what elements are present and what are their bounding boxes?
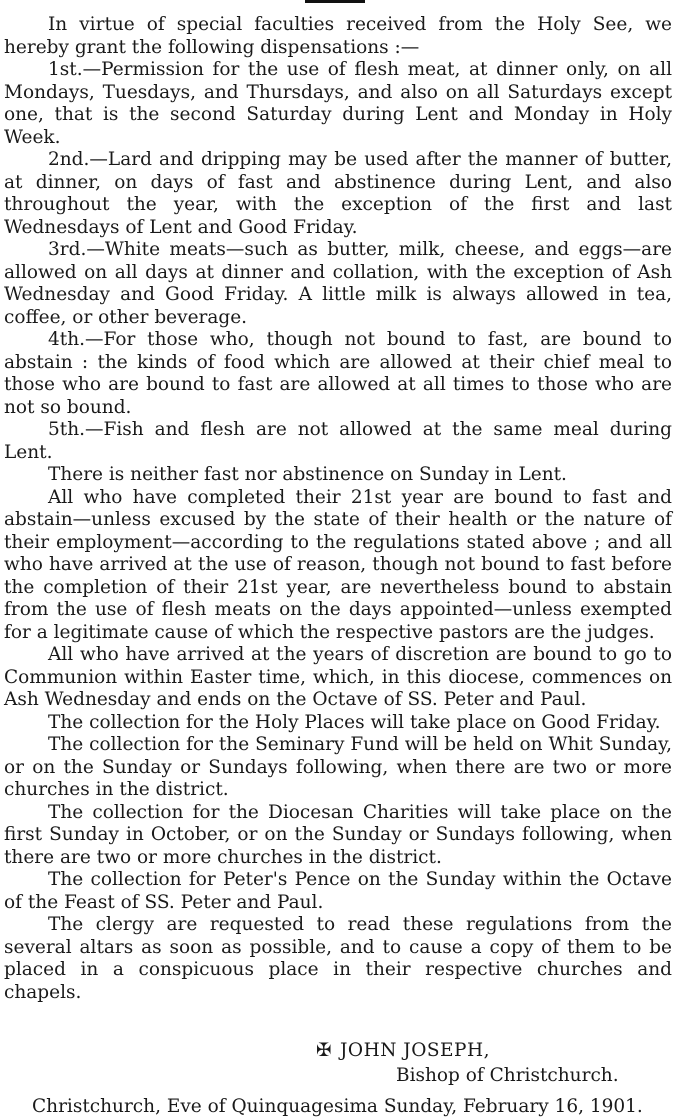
paragraph-easter-communion: All who have arrived at the years of discretion are bound to go to Communion within Easter time, which, in this diocese, commences on Ash Wednesday and ends on the Octave of SS. Peter and Paul. (4, 644, 672, 710)
paragraph-diocesan-charities: The collection for the Diocesan Charities will take place on the first Sunday in October, or on the Sunday or Sundays following, when there are two or more churches in the district. (4, 801, 672, 868)
paragraph-dispensation-2: 2nd.—Lard and dripping may be used after the manner of butter, at dinner, on days of fast and abstinence during Lent, and also throughout the year, with the exception of the first and last Wednesdays of Lent and Good Friday. (4, 149, 672, 238)
paragraph-sunday: There is neither fast nor abstinence on Sunday in Lent. (48, 464, 567, 485)
paragraph-dispensation-5: 5th.—Fish and flesh are not allowed at the same meal during Lent. (4, 419, 672, 463)
paragraph-obligation: All who have completed their 21st year are bound to fast and abstain—unless excused by the state of their health or the nature of their employment—according to the regulations stated above ; and all who have arrived at the use of reason, though not bound to fast before the completion of their 21st year, are nevertheless bound to abstain from the use of flesh meats on the days appointed—unless exempted for a legitimate cause of which the respective pastors are the judges. (4, 486, 672, 643)
paragraph-holy-places: The collection for the Holy Places will take place on Good Friday. (48, 711, 661, 733)
paragraph-dispensation-1: 1st.—Permission for the use of flesh meat, at dinner only, on all Mondays, Tuesdays, and Thursdays, and also on all Saturdays except one, that is the second Saturday during Lent and Monday in Holy Week. (4, 59, 672, 148)
cross-icon: ✠ (316, 1040, 333, 1061)
signature-title: Bishop of Christchurch. (396, 1065, 619, 1086)
paragraph-clergy: The clergy are requested to read these regulations from the several altars as soon as possible, and to cause a copy of them to be placed in a conspicuous place in their respective churches and chapels. (4, 914, 672, 1003)
paragraph-dispensation-3: 3rd.—White meats—such as butter, milk, cheese, and eggs—are allowed on all days at dinner and collation, with the exception of Ash Wednesday and Good Friday. A little milk is always allowed in tea, coffee, or other beverage. (4, 239, 672, 328)
paragraph-intro: In virtue of special faculties received from the Holy See, we hereby grant the following dispensations :— (4, 14, 672, 58)
bishop-name: JOHN JOSEPH, (340, 1040, 491, 1061)
paragraph-seminary-fund: The collection for the Seminary Fund will be held on Whit Sunday, or on the Sunday or Sundays following, when there are two or more churches in the district. (4, 734, 672, 800)
signature-name (316, 1040, 490, 1062)
paragraph-dispensation-4: 4th.—For those who, though not bound to fast, are bound to abstain : the kinds of food which are allowed at their chief meal to those who are bound to fast are allowed at all times to those who are not so bound. (4, 329, 672, 418)
dateline: Christchurch, Eve of Quinquagesima Sunday, February 16, 1901. (32, 1096, 643, 1117)
paragraph-peters-pence: The collection for Peter's Pence on the Sunday within the Octave of the Feast of SS. Peter and Paul. (4, 869, 672, 913)
pastoral-text (4, 14, 672, 1004)
top-rule (305, 0, 365, 3)
